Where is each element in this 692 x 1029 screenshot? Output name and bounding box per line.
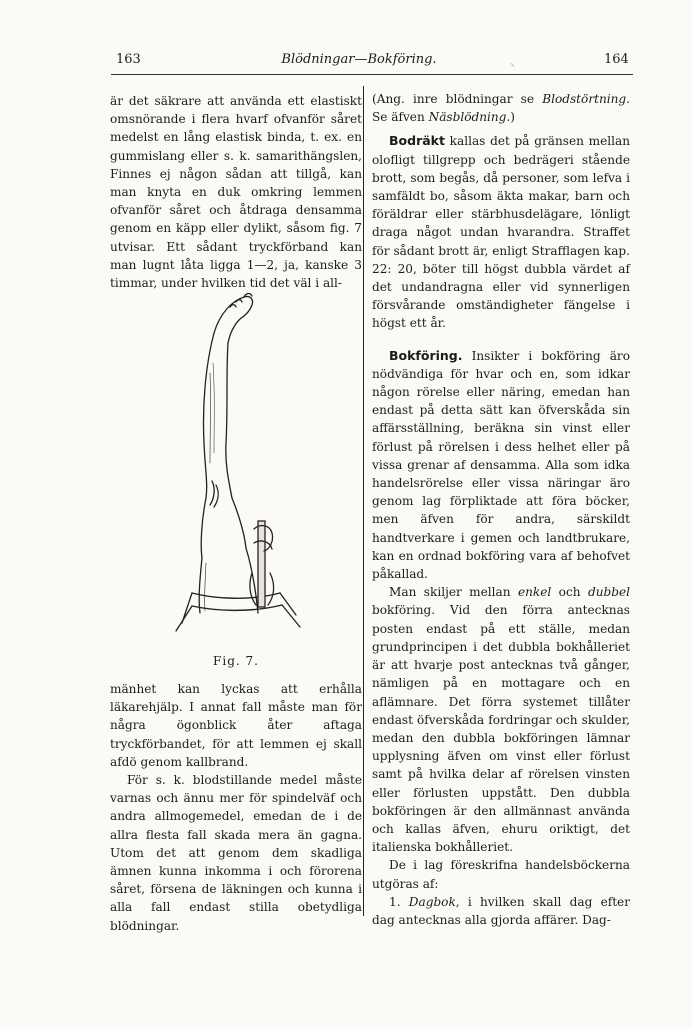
header-rule [111, 74, 633, 75]
figure-7-leg-tourniquet [170, 293, 320, 633]
term-dagbok: Dagbok [408, 894, 456, 909]
column-divider [363, 86, 364, 916]
right-column [372, 90, 630, 929]
figure-caption: Fig. 7. [213, 654, 259, 668]
paragraph-enkel-dubbel: Man skiljer mellan enkel och dubbel bokföring. Vid den förra antecknas posten endast på ett ställe, medan grundprincipen i det dubbla bokhålleriet är att hvarje post antecknas två gånger, nämligen på en mottagare och en aflämnare. Det förra systemet tillåter endast öfverskåda fordringar och skulder, medan den dubbla bokföringen lämnar upplysning äfven om vinst eller förlust samt på hvilka delar af rörelsen vinsten eller förlusten uppstått. Den dubbla bokföringen är den allmännast använda och kallas äfven, ehuru oriktigt, det italienska bokhålleriet. [372, 585, 630, 855]
xref-nasblodning: Näsblödning. [428, 110, 511, 125]
list-item-dagbok: 1. Dagbok, i hvilken skall dag efter dag antecknas alla gjorda affärer. Dag- [372, 894, 630, 927]
paragraph-handelsbocker: De i lag föreskrifna handelsböckerna utgöras af: [372, 858, 630, 891]
xref-blodstortning: Blodstörtning. [542, 92, 630, 106]
running-title: Blödningar—Bokföring. [281, 52, 437, 67]
entry-bokforing: Bokföring. Insikter i bokföring äro nödvändiga för hvar och en, som idkar någon rörelse eller näring, emedan han endast på detta sätt kan öfverskåda sin affärsställning, beräkna sin vinst eller förlust på rörelsen i dess helhet eller på vissa grenar af densamma. Alla som idka handelsrörelse eller vissa näringar äro genom lag förpliktade att föra böcker, men äfven för andra, särskildt handtverkare i gemen och landtbrukare, kan en ordnad bokföring vara af behofvet påkallad. [372, 347, 630, 582]
page-number-right: 164 [604, 52, 629, 67]
term-enkel: enkel [517, 585, 552, 600]
stray-mark: ⸜ [510, 58, 515, 69]
paragraph-cross-reference: (Ang. inre blödningar se Blodstörtning. Se äfven Näsblödning.) [372, 92, 630, 125]
paragraph-warning: För s. k. blodstillande medel måste varnas och ännu mer för spindelväf och andra allmogemedel, emedan de i de allra flesta fall skada mera än gagna. Utom det att genom dem skadliga ämnen kunna inkomma i och förorena såret, försena de läkningen och kunna i alla fall endast stilla obetydliga blödningar. [110, 773, 362, 933]
term-dubbel: dubbel [587, 585, 630, 600]
headword-bokforing: Bokföring. [389, 347, 463, 363]
left-column-top [110, 92, 362, 292]
headword-bodrakt: Bodräkt [389, 133, 445, 149]
left-column-bottom [110, 680, 362, 935]
entry-bodrakt: Bodräkt kallas det på gränsen mellan olofligt tillgrepp och bedrägeri stående brott, som begås, då personer, som lefva i samfäldt bo, såsom äkta makar, barn och föräldrar eller stärbhusdelägare, lönligt draga något undan hvarandra. Straffet för sådant brott är, enligt Strafflagen kap. 22: 20, böter till högst dubbla värdet af det undandragna eller vid synnerligen försvårande omständigheter fängelse i högst ett år. [372, 133, 630, 331]
page-number-left: 163 [116, 52, 141, 67]
paragraph-continuation: mänhet kan lyckas att erhålla läkarehjälp. I annat fall måste man för några ögonblick åter aftaga tryckförbandet, för att lemmen ej skall afdö genom kallbrand. [110, 682, 362, 769]
paragraph-tourniquet: är det säkrare att använda ett elastiskt omsnörande i flera hvarf ofvanför såret medelst en lång elastisk binda, t. ex. en gummislang eller s. k. samarithängslen, Finnes ej någon sådan att tillgå, kan man knyta en duk omkring lemmen ofvanför såret och åtdraga densamma genom en käpp eller dylikt, såsom fig. 7 utvisar. Ett sådant tryckförband kan man lugnt låta ligga 1—2, ja, kanske 3 timmar, under hvilken tid det väl i all- [110, 94, 362, 291]
